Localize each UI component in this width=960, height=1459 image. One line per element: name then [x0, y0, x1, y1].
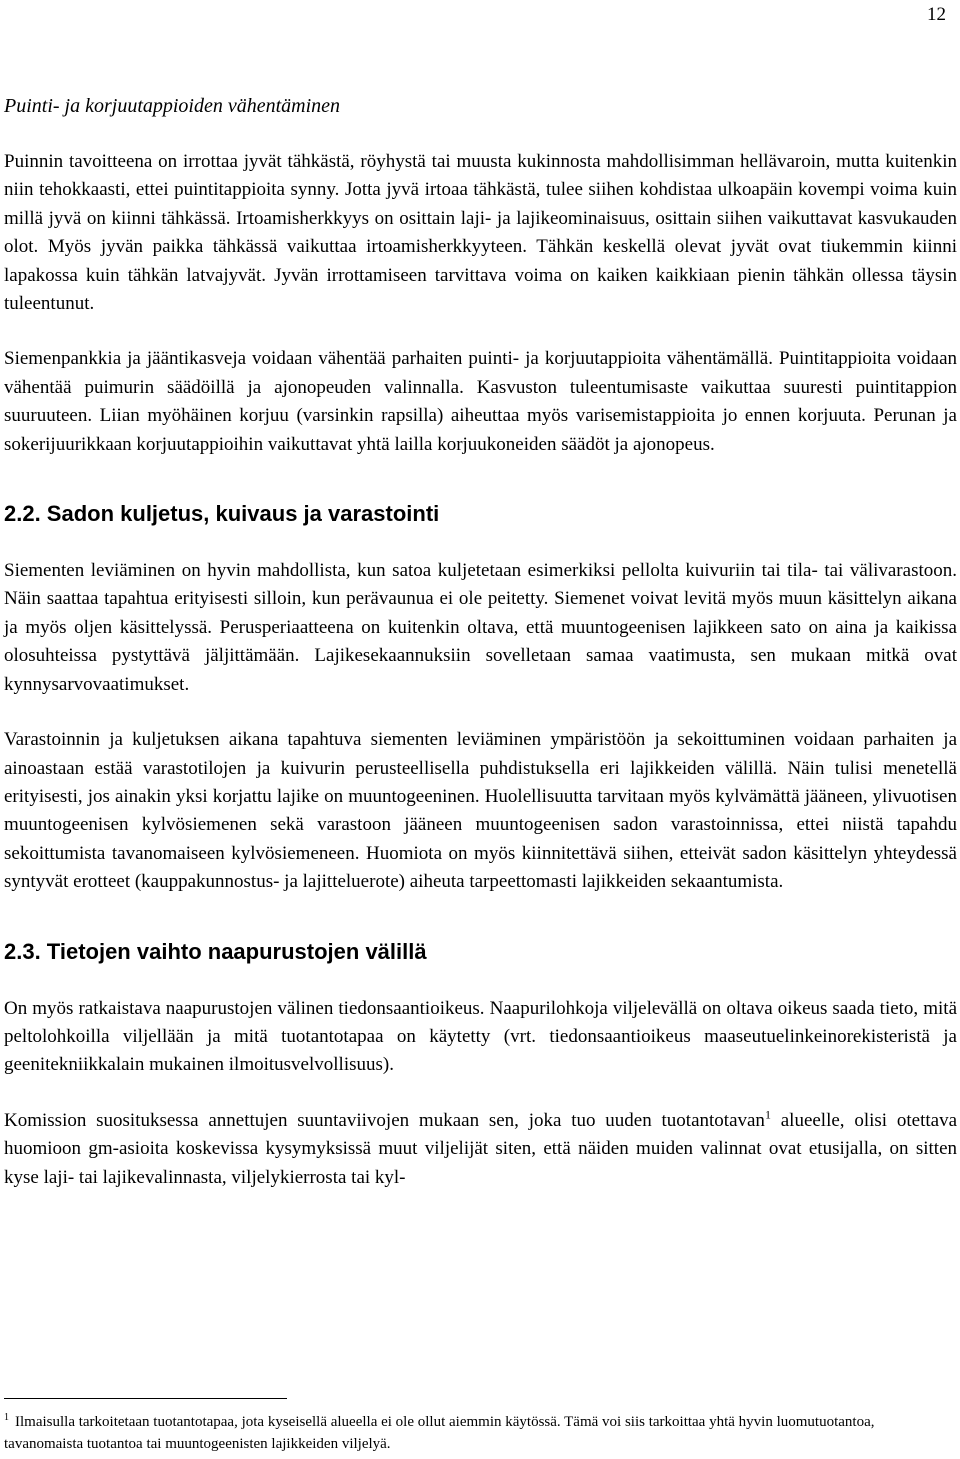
subheading: Puinti- ja korjuutappioiden vähentäminen [4, 95, 341, 117]
paragraph-with-footnote [4, 1107, 957, 1192]
section-heading-2-2: 2.2. Sadon kuljetus, kuivaus ja varastointi [4, 501, 440, 527]
paragraph: Varastoinnin ja kuljetuksen aikana tapahtuva siementen leviäminen ympäristöön ja sekoittuminen voidaan parhaiten ja ainoastaan estää varastotilojen ja kuivurin perusteellisella puhdistuksella eri lajikkeiden välillä. Näin tulisi menetellä erityisesti, jos ainakin yksi korjattu lajike on muuntogeeninen. Huolellisuutta tarvitaan myös kylvämättä jääneen, ylivuotisen muuntogeenisen kylvösiemenen sekä varastoon jääneen muuntogeenisen sadon varastoinnissa, ettei niistä tapahdu sekoittumista tavanomaiseen kylvösiemeneen. Huomiota on myös kiinnitettävä siihen, etteivät sadon käsittelyn yhteydessä syntyvät erotteet (kauppakunnostus- ja lajitteluerote) aiheuta tarpeettomasti lajikkeiden sekaantumista. [4, 729, 957, 893]
paragraph: On myös ratkaistava naapurustojen välinen tiedonsaantioikeus. Naapurilohkoja viljelevällä on oltava oikeus saada tieto, mitä peltolohkoilla viljellään ja mitä tuotantotapaa on käytetty (vrt. tiedonsaantioikeus maaseutuelinkeinorekisteristä ja geenitekniikkalain mukainen ilmoitusvelvollisuus). [4, 997, 957, 1076]
paragraph-text: Komission suosituksessa annettujen suuntaviivojen mukaan sen, joka tuo uuden tuotantotavan [4, 1109, 765, 1131]
paragraph-text: alueelle, olisi otettava huomioon gm-asioita koskevissa kysymyksissä muut viljelijät siten, että näiden muiden valinnat ovat etusijalla, on sitten kyse laji- tai lajikevalinnasta, viljelykierrosta tai kyl- [4, 1109, 957, 1188]
section-heading-2-3: 2.3. Tietojen vaihto naapurustojen välillä [4, 938, 427, 964]
page-number: 12 [927, 4, 946, 25]
footnote [4, 1411, 957, 1455]
footnote-text: Ilmaisulla tarkoitetaan tuotantotapaa, jota kyseisellä alueella ei ole ollut aiemmin käytössä. Tämä voi siis tarkoittaa yhtä hyvin luomutuotantoa, tavanomaista tuotantoa tai muuntogeenisten lajikkeiden viljelyä. [4, 1414, 875, 1452]
document-body [4, 95, 957, 1219]
paragraph: Puinnin tavoitteena on irrottaa jyvät tähkästä, röyhystä tai muusta kukinnosta mahdollisimman hellävaroin, mutta kuitenkin niin tehokkaasti, ettei puintitappioita synny. Jotta jyvä irtoaa tähkästä, tulee siihen kohdistaa ulkoapäin kovempi voima kuin millä jyvä on kiinni tähkässä. Irtoamisherkkyys on osittain laji- ja lajikeominaisuus, osittain siihen vaikuttavat kasvukauden olot. Myös jyvän paikka tähkässä vaikuttaa irtoamisherkkyyteen. Tähkän keskellä olevat jyvät ovat tiukemmin kiinni lapakossa kuin tähkän latvajyvät. Jyvän irrottamiseen tarvittava voima on kaiken kaikkiaan pienin tähkän ollessa täysin tuleentunut. [4, 151, 957, 315]
paragraph: Siemenpankkia ja jääntikasveja voidaan vähentää parhaiten puinti- ja korjuutappioita vähentämällä. Puintitappioita voidaan vähentää puimurin säädöillä ja ajonopeuden valinnalla. Kasvuston tuleentumisaste vaikuttaa suuresti puintitappion suuruuteen. Liian myöhäinen korjuu (varsinkin rapsilla) aiheuttaa myös varisemistappioita jo ennen korjuuta. Perunan ja sokerijuurikkaan korjuutappioihin vaikuttavat yhtä lailla korjuukoneiden säädöt ja ajonopeus. [4, 348, 957, 455]
footnotes [4, 1398, 957, 1455]
footnote-mark: 1 [4, 1412, 9, 1423]
footnote-reference[interactable]: 1 [764, 1107, 771, 1122]
paragraph: Siementen leviäminen on hyvin mahdollista, kun satoa kuljetetaan esimerkiksi pellolta kuivuriin tai tila- tai välivarastoon. Näin saattaa tapahtua erityisesti silloin, kun perävaunua ei ole peitetty. Siemenet voivat levitä myös muun käsittelyn aikana ja myös oljen käsittelyssä. Perusperiaatteena on kuitenkin oltava, että muuntogeenisen lajikkeen sato on aina ja kaikissa olosuhteissa pystyttävä jäljittämään. Lajikesekaannuksiin sovelletaan samaa vaatimusta, sen mukaan mitkä ovat kynnysarvovaatimukset. [4, 560, 957, 695]
footnote-divider [4, 1398, 287, 1399]
